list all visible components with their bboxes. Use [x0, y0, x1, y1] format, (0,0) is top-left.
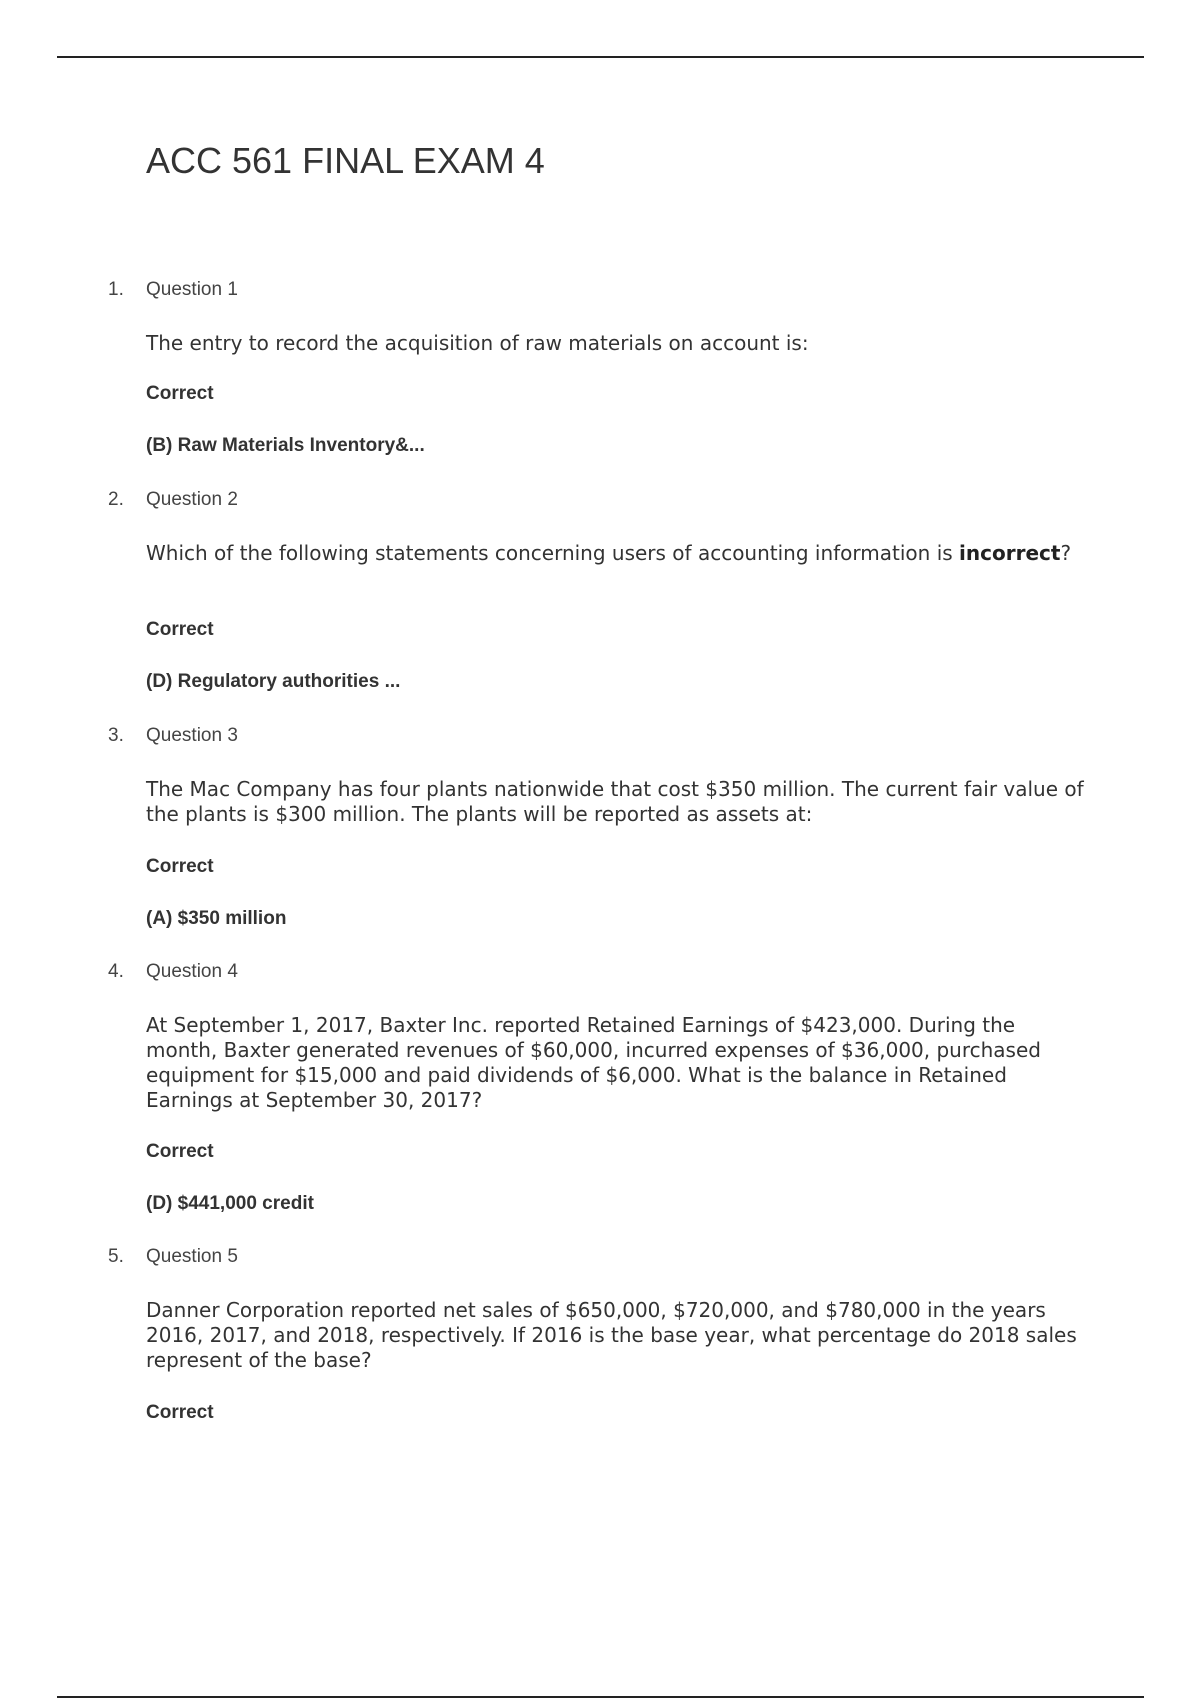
question-text: The entry to record the acquisition of raw materials on account is:	[146, 331, 809, 355]
question-text-emphasis: incorrect	[959, 541, 1061, 565]
question-label: Question 5	[146, 1246, 238, 1267]
question-label: Question 1	[146, 279, 238, 300]
question-number: 2.	[108, 489, 124, 510]
top-divider	[57, 56, 1144, 58]
correct-status: Correct	[146, 619, 214, 640]
question-label: Question 2	[146, 489, 238, 510]
correct-status: Correct	[146, 1141, 214, 1162]
question-label: Question 4	[146, 961, 238, 982]
bottom-divider	[57, 1696, 1144, 1698]
answer-text: (D) Regulatory authorities ...	[146, 671, 401, 692]
question-text	[146, 541, 1086, 566]
correct-status: Correct	[146, 383, 214, 404]
question-text: The Mac Company has four plants nationwide that cost $350 million. The current fair value of the plants is $300 million. The plants will be reported as assets at:	[146, 777, 1084, 826]
question-number: 1.	[108, 279, 124, 300]
question-number: 5.	[108, 1246, 124, 1267]
correct-status: Correct	[146, 1402, 214, 1423]
answer-text: (B) Raw Materials Inventory&...	[146, 435, 425, 456]
answer-text: (D) $441,000 credit	[146, 1193, 314, 1214]
question-number: 4.	[108, 961, 124, 982]
question-text: Danner Corporation reported net sales of $650,000, $720,000, and $780,000 in the years 2016, 2017, and 2018, respectively. If 2016 is the base year, what percentage do 2018 sales represent of the base?	[146, 1298, 1077, 1372]
question-text: At September 1, 2017, Baxter Inc. reported Retained Earnings of $423,000. During the month, Baxter generated revenues of $60,000, incurred expenses of $36,000, purchased equipment for $15,000 and paid dividends of $6,000. What is the balance in Retained Earnings at September 30, 2017?	[146, 1013, 1041, 1112]
page-title: ACC 561 FINAL EXAM 4	[146, 140, 545, 181]
question-label: Question 3	[146, 725, 238, 746]
question-text-part: Which of the following statements concerning users of accounting information is	[146, 541, 960, 565]
answer-text: (A) $350 million	[146, 908, 287, 929]
question-number: 3.	[108, 725, 124, 746]
correct-status: Correct	[146, 856, 214, 877]
question-text-part: ?	[1060, 541, 1072, 565]
